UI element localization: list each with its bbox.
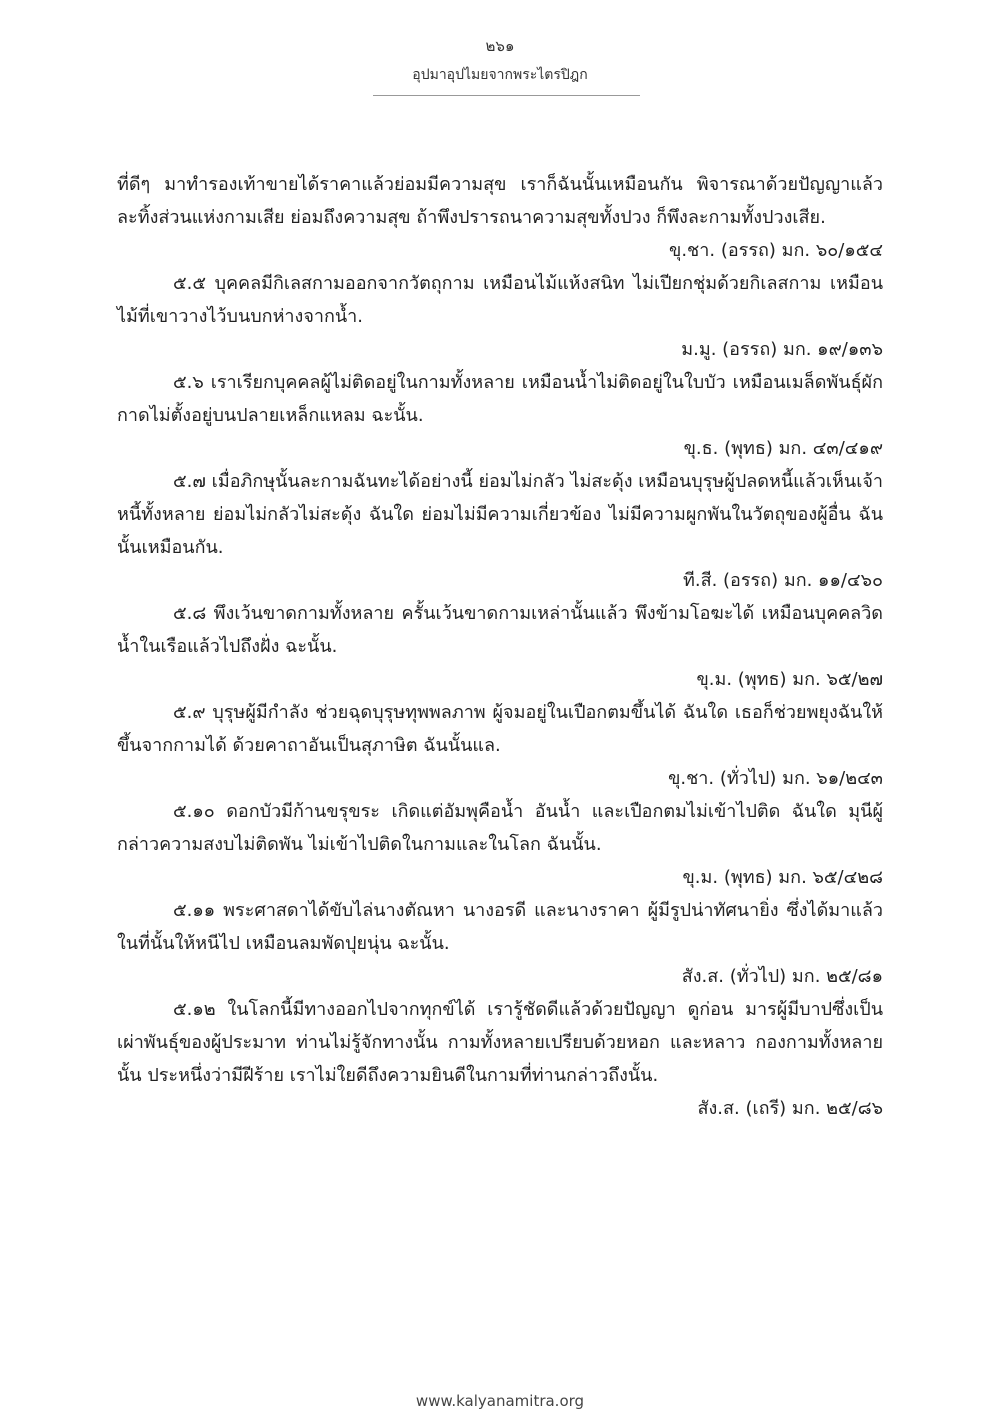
paragraph-5-11	[117, 894, 883, 960]
paragraph-text: ๕.๑๒ ในโลกนี้มีทางออกไปจากทุกข์ได้ เรารู้ชัดดีแล้วด้วยปัญญา ดูก่อน มารผู้มีบาปซึ่งเป็นเผ่าพันธุ์ของผู้ประมาท ท่านไม่รู้จักทางนั้น กามทั้งหลายเปรียบด้วยหอก และหลาว กองกามทั้งหลายนั้น ประหนึ่งว่ามีฝีร้าย เราไม่ใยดีถึงความยินดีในกามที่ท่านกล่าวถึงนั้น.	[117, 999, 883, 1086]
reference-5-8: ขุ.ม. (พุทธ) มก. ๖๕/๒๗	[696, 669, 883, 690]
paragraph-text: ๕.๗ เมื่อภิกษุนั้นละกามฉันทะได้อย่างนี้ ย่อมไม่กลัว ไม่สะดุ้ง เหมือนบุรุษผู้ปลดหนี้แล้วเห็นเจ้าหนี้ทั้งหลาย ย่อมไม่กลัวไม่สะดุ้ง ฉันใด ย่อมไม่มีความเกี่ยวข้อง ไม่มีความผูกพันในวัตถุของผู้อื่น ฉันนั้นเหมือนกัน.	[117, 471, 883, 558]
paragraph-5-8	[117, 597, 883, 663]
paragraph-text: ๕.๙ บุรุษผู้มีกำลัง ช่วยฉุดบุรุษทุพพลภาพ ผู้จมอยู่ในเปือกตมขึ้นได้ ฉันใด เธอก็ช่วยพยุงฉันให้ขึ้นจากกามได้ ด้วยคาถาอันเป็นสุภาษิต ฉันนั้นแล.	[117, 702, 883, 756]
page-number: ๒๖๑	[485, 37, 515, 55]
paragraph-text: ๕.๑๑ พระศาสดาได้ขับไล่นางตัณหา นางอรดี และนางราคา ผู้มีรูปน่าทัศนายิ่ง ซึ่งได้มาแล้วในที่นั้นให้หนีไป เหมือนลมพัดปุยนุ่น ฉะนั้น.	[117, 900, 883, 954]
paragraph-5-12	[117, 993, 883, 1092]
header-divider	[373, 95, 640, 96]
paragraph-text: ๕.๑๐ ดอกบัวมีก้านขรุขระ เกิดแต่อัมพุคือน้ำ อันน้ำ และเปือกตมไม่เข้าไปติด ฉันใด มุนีผู้กล่าวความสงบไม่ติดพัน ไม่เข้าไปติดในกามและในโลก ฉันนั้น.	[117, 801, 883, 855]
paragraph-5-6	[117, 366, 883, 432]
reference-5-12: สัง.ส. (เถรี) มก. ๒๕/๘๖	[697, 1098, 883, 1119]
reference-5-9: ขุ.ชา. (ทั่วไป) มก. ๖๑/๒๔๓	[668, 768, 883, 789]
reference-5-6: ขุ.ธ. (พุทธ) มก. ๔๓/๔๑๙	[683, 438, 883, 459]
paragraph-text: ๕.๖ เราเรียกบุคคลผู้ไม่ติดอยู่ในกามทั้งหลาย เหมือนน้ำไม่ติดอยู่ในใบบัว เหมือนเมล็ดพันธุ์ผักกาดไม่ตั้งอยู่บนปลายเหล็กแหลม ฉะนั้น.	[117, 372, 883, 426]
footer-website: www.kalyanamitra.org	[415, 1392, 585, 1410]
paragraph-text: ๕.๘ พึงเว้นขาดกามทั้งหลาย ครั้นเว้นขาดกามเหล่านั้นแล้ว พึงข้ามโอฆะได้ เหมือนบุคคลวิดน้ำในเรือแล้วไปถึงฝั่ง ฉะนั้น.	[117, 603, 883, 657]
paragraph-5-5	[117, 267, 883, 333]
paragraph-5-9	[117, 696, 883, 762]
reference-5-5: ม.มู. (อรรถ) มก. ๑๙/๑๓๖	[681, 339, 883, 360]
paragraph-text: ๕.๕ บุคคลมีกิเลสกามออกจากวัตถุกาม เหมือนไม้แห้งสนิท ไม่เปียกชุ่มด้วยกิเลสกาม เหมือนไม้ที่เขาวางไว้บนบกห่างจากน้ำ.	[117, 273, 883, 327]
intro-reference: ขุ.ชา. (อรรถ) มก. ๖๐/๑๕๔	[669, 240, 883, 261]
reference-5-7: ที.สี. (อรรถ) มก. ๑๑/๔๖๐	[683, 570, 883, 591]
intro-paragraph: ที่ดีๆ มาทำรองเท้าขายได้ราคาแล้วย่อมมีความสุข เราก็ฉันนั้นเหมือนกัน พิจารณาด้วยปัญญาแล้ว ละทิ้งส่วนแห่งกามเสีย ย่อมถึงความสุข ถ้าพึงปรารถนาความสุขทั้งปวง ก็พึงละกามทั้งปวงเสีย.	[117, 174, 883, 228]
reference-5-11: สัง.ส. (ทั่วไป) มก. ๒๕/๘๑	[681, 966, 883, 987]
paragraph-5-7	[117, 465, 883, 564]
reference-5-10: ขุ.ม. (พุทธ) มก. ๖๕/๔๒๘	[682, 867, 883, 888]
book-title: อุปมาอุปไมยจากพระไตรปิฎก	[412, 67, 588, 83]
paragraph-5-10	[117, 795, 883, 861]
body-text	[117, 168, 883, 1125]
